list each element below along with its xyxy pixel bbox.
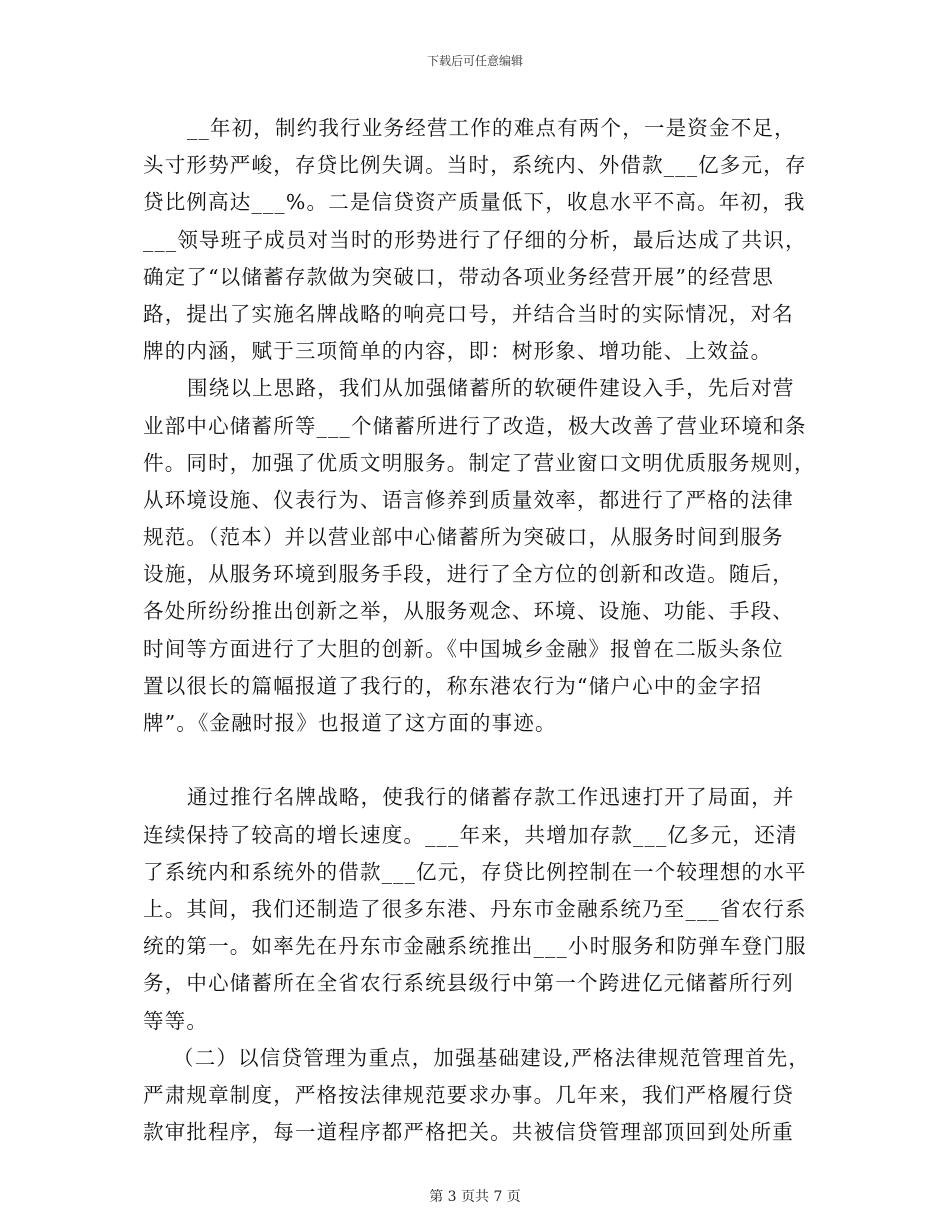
text-line: 规范。（范本）并以营业部中心储蓄所为突破口，从服务时间到服务 — [143, 525, 784, 550]
text-line: 款审批程序，每一道程序都严格把关。共被信贷管理部顶回到处所重 — [143, 1120, 794, 1145]
text-line: 务，中心储蓄所在全省农行系统县级行中第一个跨进亿元储蓄所行列 — [143, 971, 794, 996]
text-line: 业部中心储蓄所等___个储蓄所进行了改造，极大改善了营业环境和条 — [143, 413, 807, 438]
document-body — [143, 110, 816, 1151]
text-line: 路，提出了实施名牌战略的响亮口号，并结合当时的实际情况，对名 — [143, 301, 794, 326]
text-line: 置以很长的篇幅报道了我行的，称东港农行为“储户心中的金字招 — [143, 673, 763, 698]
text-line: 上。其间，我们还制造了很多东港、丹东市金融系统乃至___省农行系 — [143, 896, 807, 921]
text-line: ___领导班子成员对当时的形势进行了仔细的分析，最后达成了共识， — [143, 227, 807, 252]
text-line: 等等。 — [143, 1008, 209, 1033]
text-line: 连续保持了较高的增长速度。___年来，共增加存款___亿多元，还清 — [143, 822, 798, 847]
text-line: __年初，制约我行业务经营工作的难点有两个，一是资金不足， — [187, 116, 796, 140]
text-line: 了系统内和系统外的借款___亿元，存贷比例控制在一个较理想的水平 — [143, 859, 807, 884]
text-line: 通过推行名牌战略，使我行的储蓄存款工作迅速打开了局面，并 — [187, 785, 795, 810]
page-number: 第 3 页共 7 页 — [429, 1189, 521, 1205]
paragraph — [143, 1040, 811, 1152]
text-line: 牌的内涵，赋于三项简单的内容，即：树形象、增功能、上效益。 — [143, 339, 773, 364]
text-line: （二）以信贷管理为重点，加强基础建设,严格法律规范管理首先， — [173, 1045, 811, 1070]
paragraph — [143, 779, 807, 1039]
text-line: 从环境设施、仪表行为、语言修养到质量效率，都进行了严格的法律 — [143, 487, 794, 512]
text-line: 各处所纷纷推出创新之举，从服务观念、环境、设施、功能、手段、 — [143, 599, 794, 624]
paragraph — [143, 110, 807, 370]
text-line: 贷比例高达___%。二是信贷资产质量低下，收息水平不高。年初，我 — [143, 190, 806, 215]
text-line: 严肃规章制度，严格按法律规范要求办事。几年来，我们严格履行贷 — [143, 1082, 794, 1107]
text-line: 设施，从服务环境到服务手段，进行了全方位的创新和改造。随后， — [143, 562, 794, 587]
text-line: 时间等方面进行了大胆的创新。《中国城乡金融》报曾在二版头条位 — [143, 636, 784, 661]
text-line: 件。同时，加强了优质文明服务。制定了营业窗口文明优质服务规则， — [143, 450, 816, 475]
text-line: 确定了“以储蓄存款做为突破口，带动各项业务经营开展”的经营思 — [143, 264, 774, 289]
text-line — [143, 742, 803, 779]
text-line: 牌”。《金融时报》也报道了这方面的事迹。 — [143, 711, 557, 735]
text-line: 统的第一。如率先在丹东市金融系统推出___小时服务和防弹车登门服 — [143, 934, 807, 959]
page-header: 下载后可任意编辑 — [426, 54, 523, 68]
text-line: 头寸形势严峻，存贷比例失调。当时，系统内、外借款___亿多元，存 — [143, 153, 807, 178]
paragraph — [143, 370, 816, 779]
text-line: 围绕以上思路，我们从加强储蓄所的软硬件建设入手，先后对营 — [187, 376, 795, 401]
